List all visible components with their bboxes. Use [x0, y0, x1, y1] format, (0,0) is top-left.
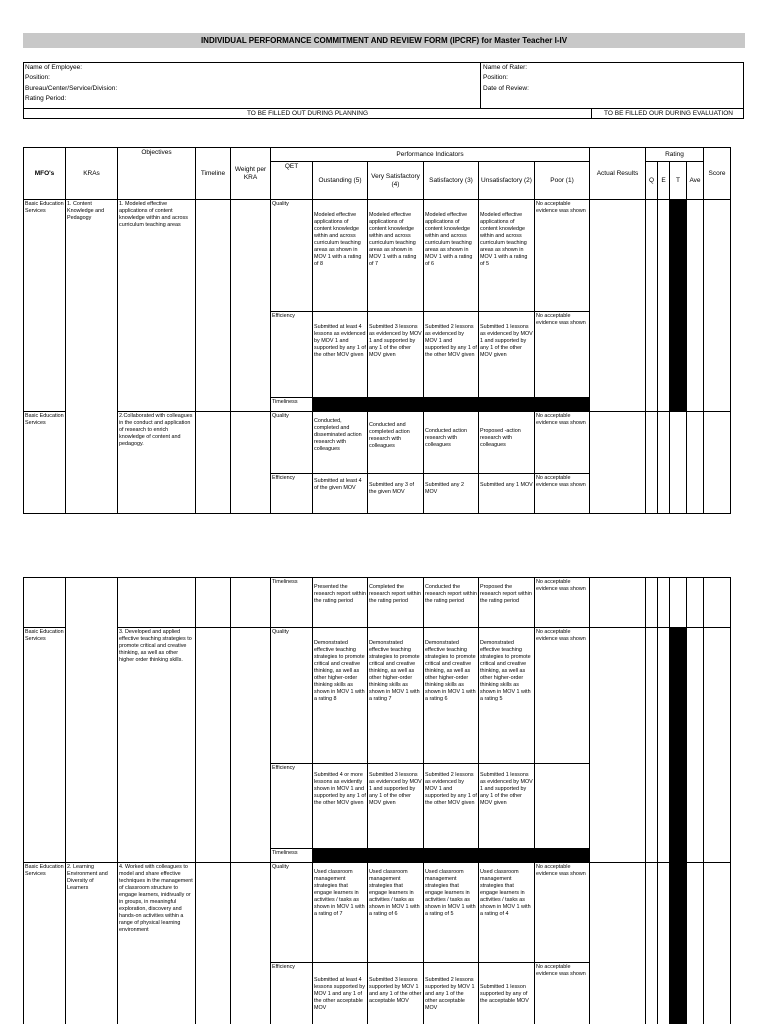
table-row [24, 200, 731, 312]
table-row [24, 628, 731, 764]
indicator-cell: Submitted any 2 MOV [424, 474, 479, 514]
indicator-cell: Submitted 2 lessons as evidenced by MOV 1 and supported by any 1 of the other MOV given [424, 764, 479, 849]
header-performance-indicators: Performance Indicators [271, 148, 590, 162]
objective-cell: 4. Worked with colleagues to model and share effective techniques in the management of classroom structure to engage learners, inidivually or in groups, in meaningful exploration, discovery and hands-on activities within a range of physical learning environment [118, 863, 196, 1024]
table-row [24, 863, 731, 963]
qet-timeliness: Timeliness [271, 398, 313, 412]
employee-info-box [23, 62, 744, 119]
mfo-cell: Basic Education Services [24, 628, 66, 863]
indicator-cell: Modeled effective applications of content knowledge within and across curriculum teaching areas as shown in MOV 1 with a rating of 8 [313, 200, 368, 312]
indicator-cell: Conducted action research with colleagues [424, 412, 479, 474]
header-timeline: Timeline [196, 148, 231, 200]
kra-cell: 1. Content Knowledge and Pedagogy [66, 200, 118, 514]
performance-table-page-1 [23, 147, 731, 514]
mfo-cell: Basic Education Services [24, 412, 66, 514]
rater-position-label: Position: [483, 74, 508, 82]
bureau-label: Bureau/Center/Service/Division: [25, 84, 118, 92]
table-row [24, 412, 731, 474]
indicator-cell: Used classroom management strategies that engage learners in activities / tasks as shown in MOV 1 with a rating of 5 [424, 863, 479, 963]
indicator-cell: Submitted at least 4 lessons supported by MOV 1 and any 1 of the other acceptable MOV [313, 963, 368, 1024]
indicator-cell: Submitted 1 lessons as evidenced by MOV 1 and supported by any 1 of the other MOV given [479, 312, 535, 398]
rater-name-label: Name of Rater: [483, 64, 528, 71]
review-date-label: Date of Review: [483, 84, 529, 92]
indicator-cell: Conducted, completed and disseminated action research with colleagues [313, 412, 368, 474]
indicator-cell: Presented the research report within the rating period [313, 578, 368, 628]
poor-cell: No acceptable evidence was shown [535, 474, 590, 514]
indicator-cell: Demonstrated effective teaching strategies to promote critical and creative thinking, as well as other higher-order thinking skills as shown in MOV 1 with a rating 8 [313, 628, 368, 764]
indicator-cell: Submitted at least 4 of the given MOV [313, 474, 368, 514]
header-weight: Weight per KRA [231, 148, 271, 200]
planning-note: TO BE FILLED OUT DURING PLANNING [246, 110, 369, 117]
indicator-cell: Submitted 3 lessons as evidenced by MOV 1 and supported by any 1 of the other MOV given [368, 764, 424, 849]
rating-period-label: Rating Period: [25, 95, 67, 103]
qet-timeliness: Timeliness [271, 849, 313, 863]
indicator-cell: Demonstrated effective teaching strategies to promote critical and creative thinking, as well as other higher-order thinking skills as shown in MOV 1 with a rating 6 [424, 628, 479, 764]
poor-cell: No acceptable evidence was shown [535, 578, 590, 628]
table-row [24, 578, 731, 628]
position-label: Position: [25, 74, 50, 82]
kra-cell: 2. Learning Environment and Diversity of Learners [66, 863, 118, 1024]
indicator-cell: Modeled effective applications of content knowledge within and across curriculum teaching areas as shown in MOV 1 with a rating of 7 [368, 200, 424, 312]
header-poor: Poor (1) [535, 162, 590, 200]
header-very-satisfactory: Very Satisfactory (4) [368, 162, 424, 200]
poor-cell: No acceptable evidence was shown [535, 312, 590, 398]
qet-quality: Quality [271, 412, 313, 474]
indicator-cell: Used classroom management strategies that engage learners in activities / tasks as shown in MOV 1 with a rating of 4 [479, 863, 535, 963]
header-ave: Ave [687, 162, 704, 200]
indicator-cell: Submitted at least 4 lessons as evidenced by MOV 1 and supported by any 1 of the other MOV given [313, 312, 368, 398]
poor-cell: No acceptable evidence was shown [535, 628, 590, 764]
indicator-cell: Used classroom management strategies that engage learners in activities / tasks as shown in MOV 1 with a rating of 7 [313, 863, 368, 963]
indicator-cell: Submitted 2 lessons as evidenced by MOV 1 and supported by any 1 of the other MOV given [424, 312, 479, 398]
poor-cell: No acceptable evidence was shown [535, 863, 590, 963]
poor-cell: No acceptable evidence was shown [535, 963, 590, 1024]
indicator-cell: Modeled effective applications of content knowledge within and across curriculum teaching areas as shown in MOV 1 with a rating of 6 [424, 200, 479, 312]
page-2 [0, 576, 768, 1024]
header-objectives: Objectives [118, 148, 196, 200]
qet-efficiency: Efficiency [271, 764, 313, 849]
header-satisfactory: Satisfactory (3) [424, 162, 479, 200]
indicator-cell: Submitted 3 lessons supported by MOV 1 and any 1 of the other acceptable MOV [368, 963, 424, 1024]
qet-quality: Quality [271, 863, 313, 963]
indicator-cell: Proposed -action research with colleagues [479, 412, 535, 474]
objective-cell: 2.Collaborated with colleagues in the conduct and application of research to enrich knowledge of content and pedagogy. [118, 412, 196, 514]
qet-quality: Quality [271, 200, 313, 312]
indicator-cell: Demonstrated effective teaching strategies to promote critical and creative thinking, as well as other higher-order thinking skills as shown in MOV 1 with a rating 5 [479, 628, 535, 764]
poor-cell: No acceptable evidence was shown [535, 412, 590, 474]
indicator-cell: Submitted any 3 of the given MOV [368, 474, 424, 514]
employee-name-label: Name of Employee: [25, 64, 83, 71]
qet-efficiency: Efficiency [271, 963, 313, 1024]
indicator-cell: Submitted 1 lessons as evidenced by MOV 1 and supported by any 1 of the other MOV given [479, 764, 535, 849]
header-q: Q [646, 162, 658, 200]
indicator-cell: Conducted and completed action research with colleagues [368, 412, 424, 474]
objective-cell: 3. Developed and applied effective teaching strategies to promote critical and creative thinking, as well as other higher order thinking skills. [118, 628, 196, 863]
poor-cell: No acceptable evidence was shown [535, 200, 590, 312]
evaluation-note: TO BE FILLED OUR DURING EVALUATION [591, 109, 745, 119]
objective-cell: 1. Modeled effective applications of content knowledge within and across curriculum teaching areas [118, 200, 196, 412]
indicator-cell: Used classroom management strategies that engage learners in activities / tasks as shown in MOV 1 with a rating of 6 [368, 863, 424, 963]
header-kras: KRAs [66, 148, 118, 200]
indicator-cell: Proposed the research report within the rating period [479, 578, 535, 628]
header-unsatisfactory: Unsatisfactory (2) [479, 162, 535, 200]
header-score: Score [704, 148, 731, 200]
header-actual-results: Actual Results [590, 148, 646, 200]
indicator-cell: Submitted any 1 MOV [479, 474, 535, 514]
qet-efficiency: Efficiency [271, 312, 313, 398]
indicator-cell: Conducted the research report within the rating period [424, 578, 479, 628]
header-mfo: MFO's [24, 148, 66, 200]
mfo-cell: Basic Education Services [24, 863, 66, 1024]
indicator-cell: Submitted 4 or more lessons as evidently shown in MOV 1 and supported by any 1 of the other MOV given [313, 764, 368, 849]
header-outstanding: Oustanding (5) [313, 162, 368, 200]
header-e: E [658, 162, 670, 200]
header-t: T [670, 162, 687, 200]
qet-efficiency: Efficiency [271, 474, 313, 514]
header-rating: Rating [646, 148, 704, 162]
performance-table-page-2 [23, 577, 731, 1024]
indicator-cell: Demonstrated effective teaching strategies to promote critical and creative thinking, as well as other higher-order thinking skills as shown in MOV 1 with a rating 7 [368, 628, 424, 764]
header-qet: QET [271, 162, 313, 200]
indicator-cell: Submitted 1 lesson supported by any of the acceptable MOV [479, 963, 535, 1024]
indicator-cell: Submitted 3 lessons as evidenced by MOV 1 and supported by any 1 of the other MOV given [368, 312, 424, 398]
indicator-cell: Completed the research report within the rating period [368, 578, 424, 628]
mfo-cell: Basic Education Services [24, 200, 66, 412]
qet-quality: Quality [271, 628, 313, 764]
indicator-cell: Submitted 2 lessons supported by MOV 1 and any 1 of the other acceptable MOV [424, 963, 479, 1024]
form-title: INDIVIDUAL PERFORMANCE COMMITMENT AND REVIEW FORM (IPCRF) for Master Teacher I-IV [23, 33, 745, 48]
indicator-cell: Modeled effective applications of content knowledge within and across curriculum teaching areas as shown in MOV 1 with a rating of 5 [479, 200, 535, 312]
qet-timeliness: Timeliness [271, 578, 313, 628]
